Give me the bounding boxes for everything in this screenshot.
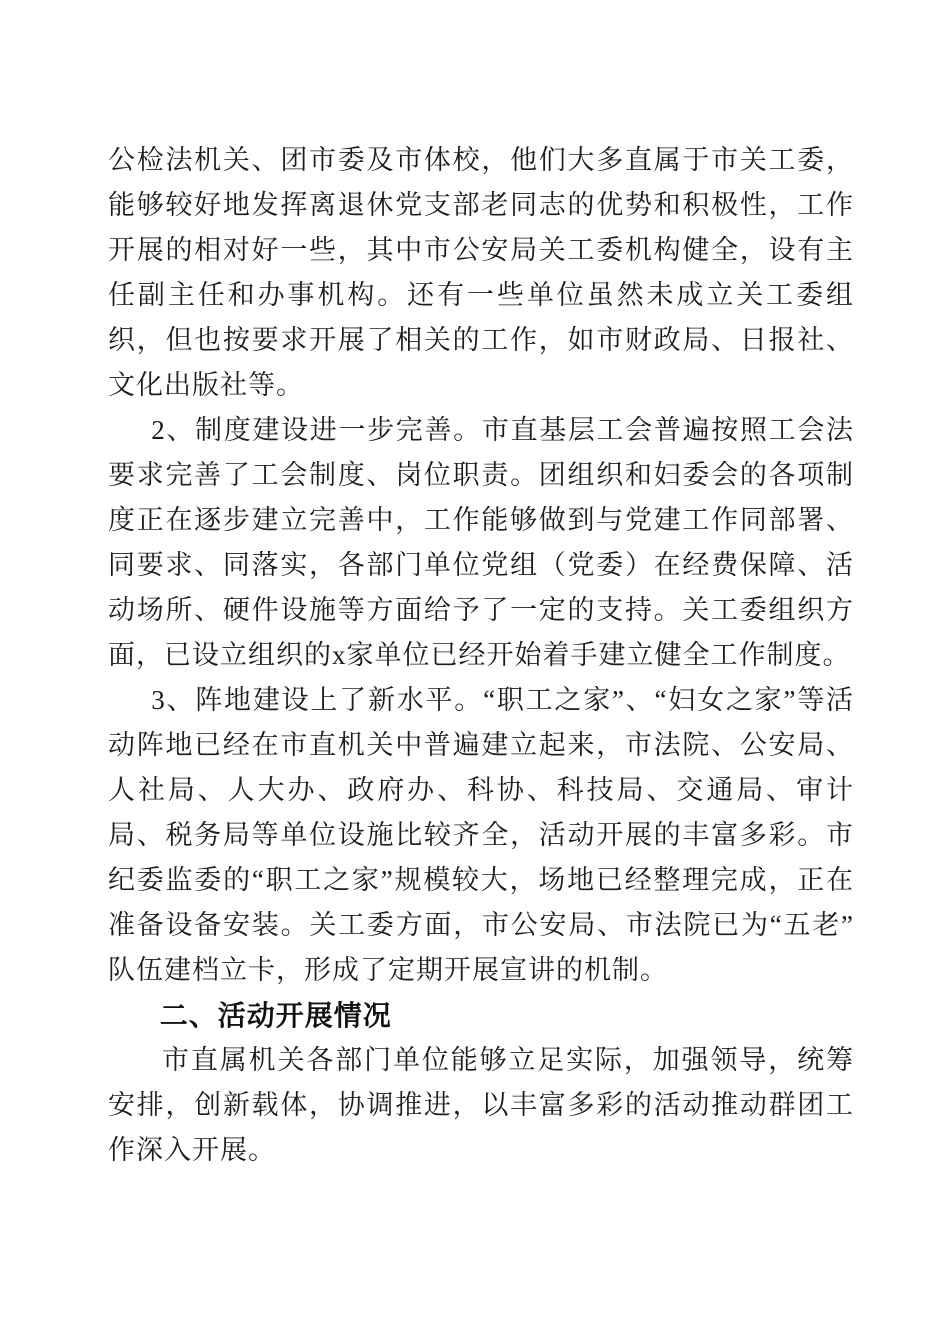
paragraph-continued-from-previous-page: 公检法机关、团市委及市体校，他们大多直属于市关工委，能够较好地发挥离退休党支部老同志的优势和积极性，工作开展的相对好一些，其中市公安局关工委机构健全，设有主任副主任和办事机构。还有一些单位虽然未成立关工委组织，但也按要求开展了相关的工作，如市财政局、日报社、文化出版社等。	[108, 145, 854, 400]
paragraph-numbered-3-position-building: 3、阵地建设上了新水平。“职工之家”、“妇女之家”等活动阵地已经在市直机关中普遍建立起来，市法院、公安局、人社局、人大办、政府办、科协、科技局、交通局、审计局、税务局等单位设施比较齐全，活动开展的丰富多彩。市纪委监委的“职工之家”规模较大，场地已经整理完成，正在准备设备安装。关工委方面，市公安局、市法院已为“五老”队伍建档立卡，形成了定期开展宣讲的机制。	[108, 685, 854, 985]
document-body	[108, 138, 854, 1173]
section-heading-activities: 二、活动开展情况	[159, 1000, 392, 1031]
paragraph-activities-overview: 市直属机关各部门单位能够立足实际，加强领导，统筹安排，创新载体，协调推进，以丰富多彩的活动推动群团工作深入开展。	[108, 1045, 854, 1165]
paragraph-numbered-2-system-building: 2、制度建设进一步完善。市直基层工会普遍按照工会法要求完善了工会制度、岗位职责。团组织和妇委会的各项制度正在逐步建立完善中，工作能够做到与党建工作同部署、同要求、同落实，各部门单位党组（党委）在经费保障、活动场所、硬件设施等方面给予了一定的支持。关工委组织方面，已设立组织的x家单位已经开始着手建立健全工作制度。	[108, 415, 854, 670]
